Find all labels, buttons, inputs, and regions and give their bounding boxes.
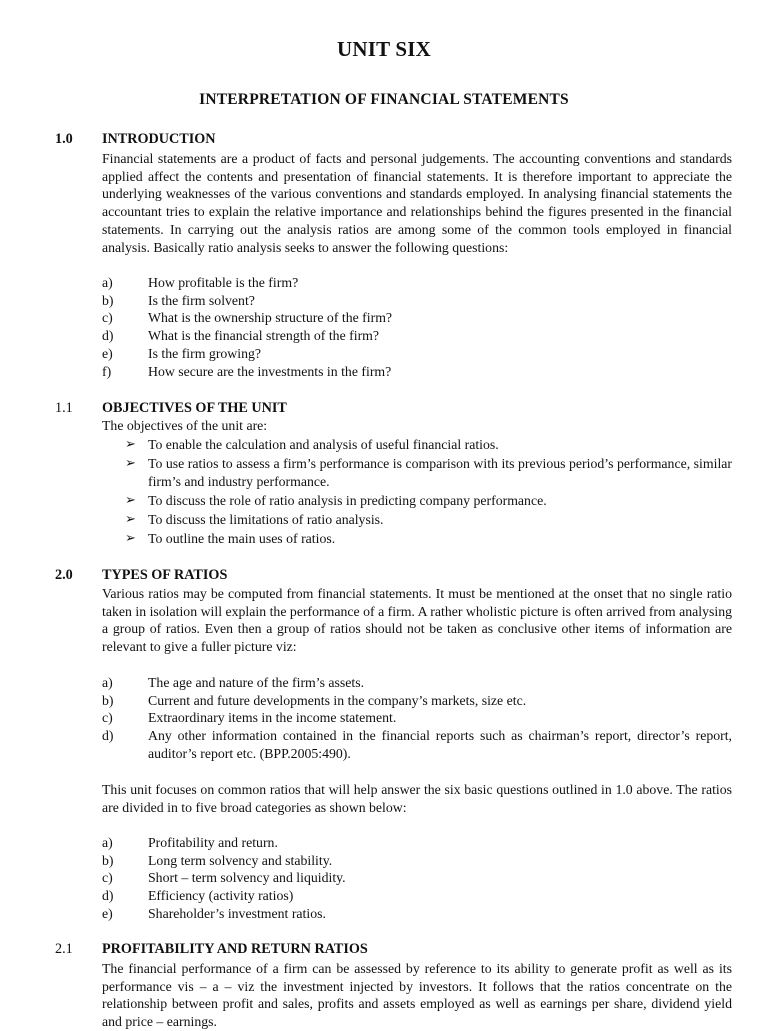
section-number: 2.1 bbox=[55, 941, 73, 957]
list-item bbox=[102, 834, 732, 852]
section-number: 1.0 bbox=[55, 131, 73, 147]
list-item bbox=[102, 727, 732, 762]
list-item bbox=[125, 530, 732, 549]
item-text: Any other information contained in the financial reports such as chairman’s report, director’s report, auditor’s report etc. (BPP.2005:490). bbox=[148, 728, 732, 761]
item-label: d) bbox=[102, 728, 114, 744]
item-text: Long term solvency and stability. bbox=[148, 852, 333, 868]
arrow-bullet-icon: ➢ bbox=[125, 530, 136, 546]
list-item bbox=[125, 511, 732, 530]
item-label: f) bbox=[102, 363, 112, 379]
item-text: Profitability and return. bbox=[148, 835, 278, 850]
section-lead: The objectives of the unit are: bbox=[102, 418, 268, 433]
list-item bbox=[102, 309, 732, 327]
item-text: Current and future developments in the company’s markets, size etc. bbox=[148, 692, 527, 708]
item-text: How secure are the investments in the firm? bbox=[148, 363, 392, 379]
item-label: d) bbox=[102, 888, 114, 904]
item-text: To use ratios to assess a firm’s performance is comparison with its previous period’s performance, similar firm’s and industry performance. bbox=[148, 455, 732, 490]
section-number: 2.0 bbox=[55, 567, 73, 583]
item-label: a) bbox=[102, 275, 113, 290]
list-item bbox=[102, 292, 732, 310]
item-label: b) bbox=[102, 692, 114, 708]
item-text: To discuss the role of ratio analysis in predicting company performance. bbox=[148, 493, 547, 509]
item-label: d) bbox=[102, 328, 114, 344]
arrow-bullet-icon: ➢ bbox=[125, 455, 136, 471]
list-item bbox=[125, 455, 732, 492]
section-paragraph: The financial performance of a firm can be assessed by reference to its ability to generate profit as well as its performance vis – a – viz the investment injected by investors. It follows that the ratios concentrate on the relationship between profit and sales, profits and assets employed as well as earnings per share, dividend yield and price – earnings. bbox=[102, 961, 732, 1030]
item-label: a) bbox=[102, 835, 113, 850]
item-text: Efficiency (activity ratios) bbox=[148, 888, 294, 904]
arrow-bullet-icon: ➢ bbox=[125, 493, 136, 509]
info-list bbox=[102, 674, 732, 763]
item-label: a) bbox=[102, 675, 113, 690]
item-label: b) bbox=[102, 852, 114, 868]
item-text: What is the financial strength of the firm? bbox=[148, 328, 380, 344]
list-item bbox=[102, 887, 732, 905]
item-text: To discuss the limitations of ratio analysis. bbox=[148, 511, 384, 527]
item-text: Is the firm solvent? bbox=[148, 292, 255, 308]
arrow-bullet-icon: ➢ bbox=[125, 437, 136, 452]
list-item bbox=[125, 436, 732, 455]
category-list bbox=[102, 834, 732, 923]
section-paragraph: Various ratios may be computed from financial statements. It must be mentioned at the onset that no single ratio taken in isolation will explain the performance of a firm. A rather wholistic picture is often arrived from analysing a group of ratios. Even then a group of ratios should not be taken as conclusive other items of information are relevant to give a fuller picture viz: bbox=[102, 586, 732, 655]
item-text: To enable the calculation and analysis of useful financial ratios. bbox=[148, 437, 499, 452]
list-item bbox=[102, 692, 732, 710]
list-item bbox=[102, 363, 732, 381]
section-heading: PROFITABILITY AND RETURN RATIOS bbox=[102, 941, 368, 957]
objective-list bbox=[125, 436, 732, 548]
list-item bbox=[102, 674, 732, 692]
item-label: b) bbox=[102, 292, 114, 308]
section-paragraph-2: This unit focuses on common ratios that will help answer the six basic questions outlined in 1.0 above. The ratios are divided in to five broad categories as shown below: bbox=[102, 782, 732, 815]
list-item bbox=[102, 709, 732, 727]
item-text: Short – term solvency and liquidity. bbox=[148, 870, 346, 886]
item-text: Shareholder’s investment ratios. bbox=[148, 905, 326, 921]
list-item bbox=[125, 492, 732, 511]
item-text: Is the firm growing? bbox=[148, 345, 262, 361]
section-paragraph: Financial statements are a product of facts and personal judgements. The accounting conventions and standards applied affect the contents and presentation of financial statements. It is therefore important to appreciate the underlying weaknesses of the various conventions and standards employed. In analysing financial statements the accountant tries to explain the relative importance and relationships behind the figures presented in the financial statements. In carrying out the analysis ratios are among some of the common tools employed in financial analysis. Basically ratio analysis seeks to answer the following questions: bbox=[102, 151, 732, 255]
item-text: The age and nature of the firm’s assets. bbox=[148, 675, 365, 690]
list-item bbox=[102, 274, 732, 292]
list-item bbox=[102, 869, 732, 887]
list-item bbox=[102, 327, 732, 345]
item-text: To outline the main uses of ratios. bbox=[148, 530, 336, 546]
item-label: c) bbox=[102, 870, 113, 886]
section-heading: INTRODUCTION bbox=[102, 131, 216, 147]
section-heading: OBJECTIVES OF THE UNIT bbox=[102, 400, 287, 416]
item-label: e) bbox=[102, 905, 113, 921]
item-text: What is the ownership structure of the firm? bbox=[148, 310, 393, 326]
list-item bbox=[102, 852, 732, 870]
item-label: e) bbox=[102, 345, 113, 361]
section-heading: TYPES OF RATIOS bbox=[102, 567, 228, 583]
list-item bbox=[102, 905, 732, 923]
list-item bbox=[102, 345, 732, 363]
item-label: c) bbox=[102, 310, 113, 326]
unit-title: UNIT SIX bbox=[337, 37, 431, 61]
item-label: c) bbox=[102, 710, 113, 726]
chapter-title: INTERPRETATION OF FINANCIAL STATEMENTS bbox=[199, 91, 569, 108]
item-text: Extraordinary items in the income statement. bbox=[148, 710, 397, 726]
section-number: 1.1 bbox=[55, 400, 73, 416]
question-list bbox=[102, 274, 732, 380]
item-text: How profitable is the firm? bbox=[148, 275, 299, 290]
arrow-bullet-icon: ➢ bbox=[125, 511, 136, 527]
